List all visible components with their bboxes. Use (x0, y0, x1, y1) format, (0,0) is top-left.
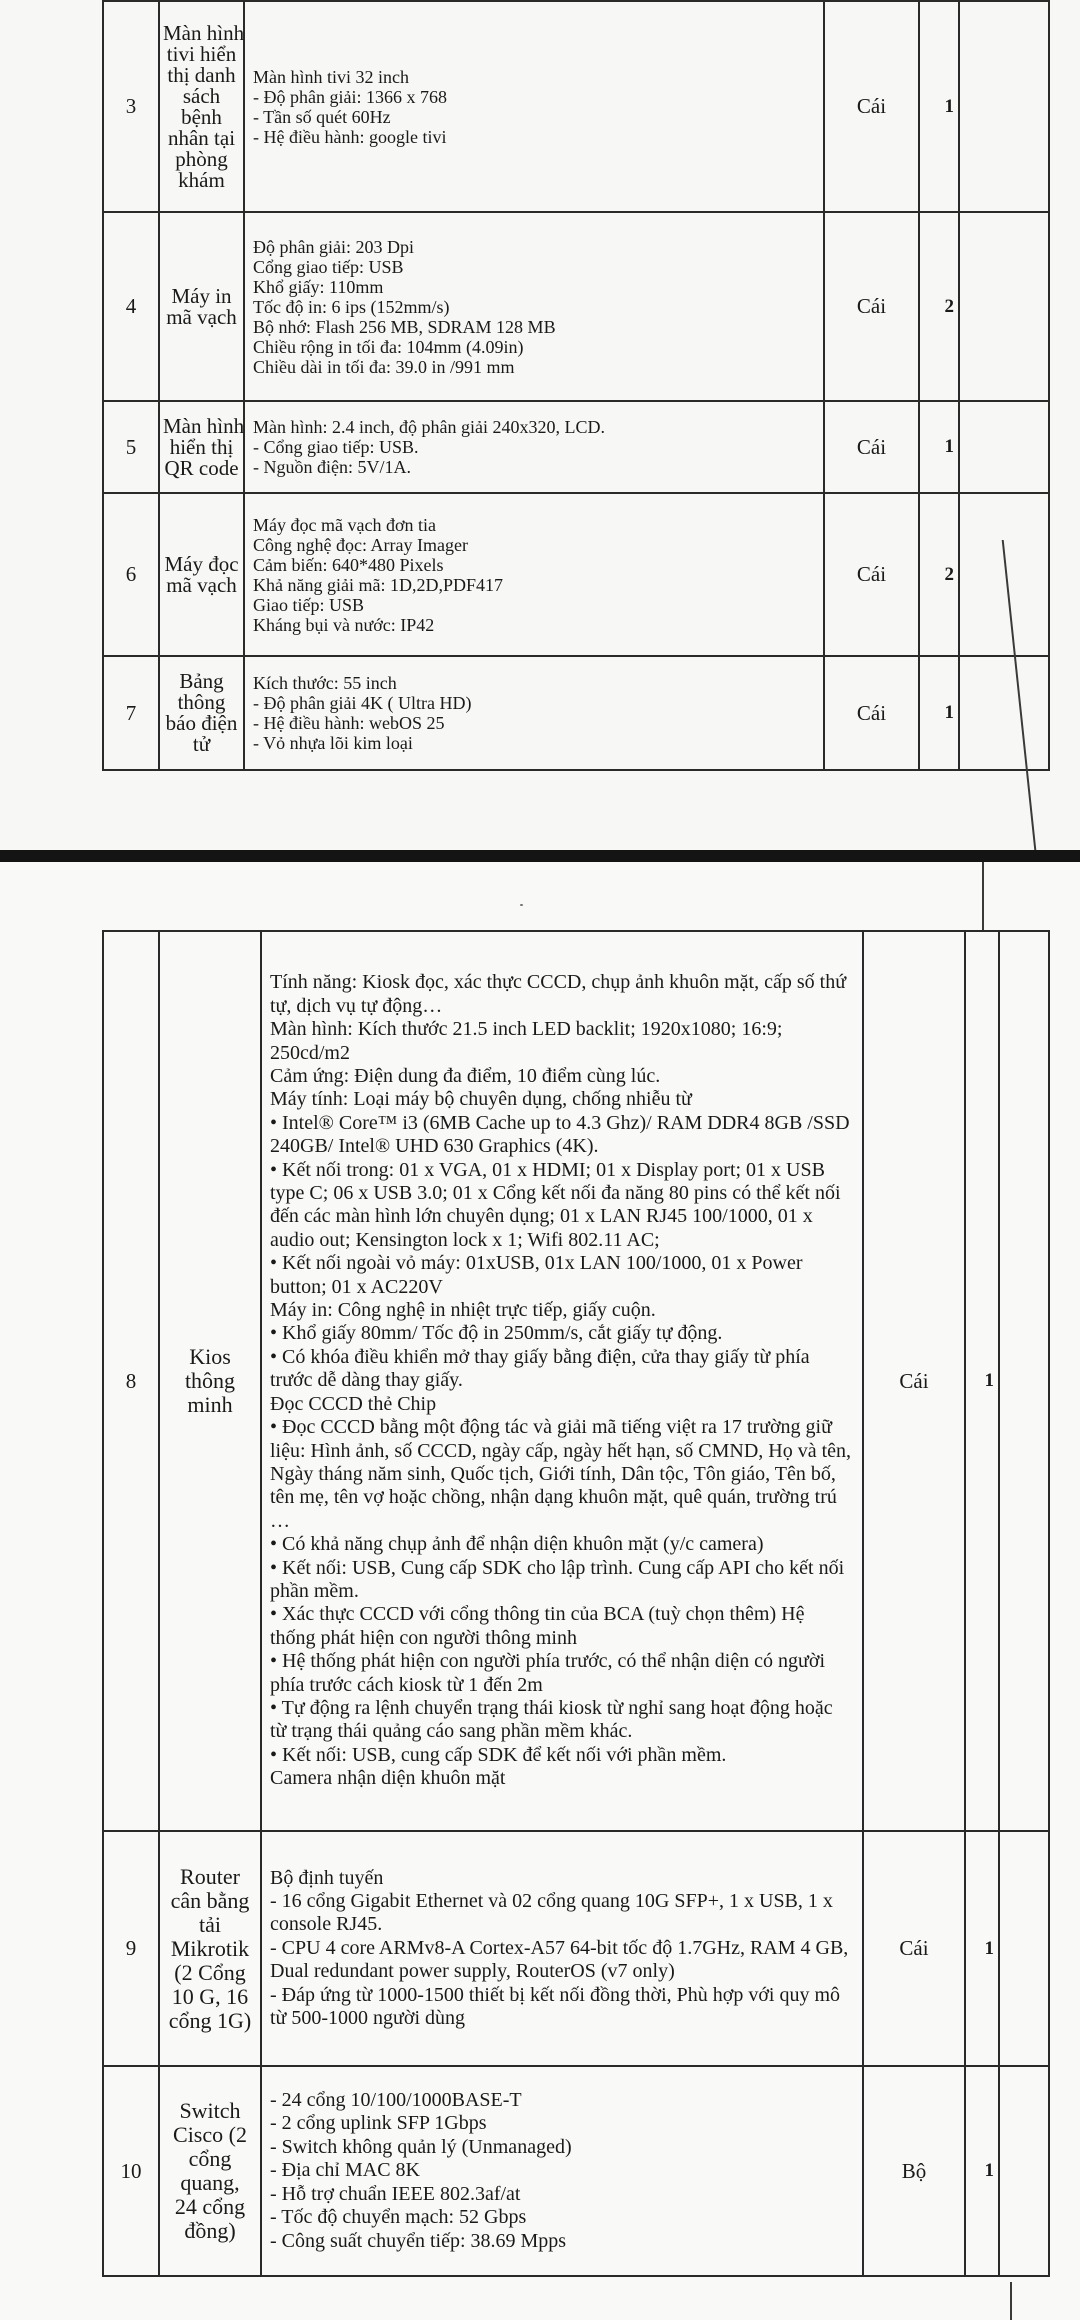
item-quantity: 2 (919, 493, 959, 656)
empty-cell (999, 2066, 1049, 2276)
item-specification: Màn hình tivi 32 inch - Độ phân giải: 1366 x 768 - Tần số quét 60Hz - Hệ điều hành: google tivi (244, 1, 824, 212)
empty-cell (959, 1, 1049, 212)
table-row (103, 1831, 1049, 2066)
scanned-page-2 (0, 862, 1080, 2320)
table-body (103, 931, 1049, 2276)
item-unit: Cái (863, 1831, 965, 2066)
item-specification: Tính năng: Kiosk đọc, xác thực CCCD, chụp ảnh khuôn mặt, cấp số thứ tự, dịch vụ tự động… Màn hình: Kích thước 21.5 inch LED backlit; 1920x1080; 16:9; 250cd/m2 Cảm ứng: Điện dung đa điểm, 10 điểm cùng lúc. Máy tính: Loại máy bộ chuyên dụng, chống nhiễu từ • Intel® Core™ i3 (6MB Cache up to 4.3 Ghz)/ RAM DDR4 8GB /SSD 240GB/ Intel® UHD 630 Graphics (4K). • Kết nối trong: 01 x VGA, 01 x HDMI; 01 x Display port; 01 x USB type C; 06 x USB 3.0; 01 x Cổng kết nối đa năng 80 pins có thể kết nối đến các màn hình lớn chuyên dụng; 01 x LAN RJ45 100/1000, 01 x audio out; Kensington lock x 1; Wifi 802.11 AC; • Kết nối ngoài vỏ máy: 01xUSB, 01x LAN 100/1000, 01 x Power button; 01 x AC220V Máy in: Công nghệ in nhiệt trực tiếp, giấy cuộn. • Khổ giấy 80mm/ Tốc độ in 250mm/s, cắt giấy tự động. • Có khóa điều khiển mở thay giấy bằng điện, cửa thay giấy từ phía trước dễ dàng thay giấy. Đọc CCCD thẻ Chip • Đọc CCCD bằng một động tác và giải mã tiếng việt ra 17 trường giữ liệu: Hình ảnh, số CCCD, ngày cấp, ngày hết hạn, số CMND, Họ và tên, Ngày tháng năm sinh, Quốc tịch, Giới tính, Dân tộc, Tôn giáo, Tên bố, tên mẹ, tên vợ hoặc chồng, nhận dạng khuôn mặt, quê quán, trường trú … • Có khả năng chụp ảnh để nhận diện khuôn mặt (y/c camera) • Kết nối: USB, Cung cấp SDK cho lập trình. Cung cấp API cho kết nối phần mềm. • Xác thực CCCD với cổng thông tin của BCA (tuỳ chọn thêm) Hệ thống phát hiện con người thông minh • Hệ thống phát hiện con người phía trước, có thể nhận diện có người phía trước cách kiosk từ 1 đến 2m • Tự động ra lệnh chuyển trạng thái kiosk từ nghỉ sang hoạt động hoặc từ trạng thái quảng cáo sang phần mềm khác. • Kết nối: USB, cung cấp SDK để kết nối với phần mềm. Camera nhận diện khuôn mặt (261, 931, 863, 1831)
item-specification: Kích thước: 55 inch - Độ phân giải 4K ( Ultra HD) - Hệ điều hành: webOS 25 - Vỏ nhựa lõi kim loại (244, 656, 824, 770)
row-number: 7 (103, 656, 159, 770)
item-unit: Cái (824, 401, 919, 493)
item-name: Kios thông minh (159, 931, 261, 1831)
item-name: Máy in mã vạch (159, 212, 244, 401)
table-row (103, 401, 1049, 493)
page-binding-line (1010, 2282, 1012, 2320)
item-unit: Cái (863, 931, 965, 1831)
empty-cell (959, 493, 1049, 656)
table-body (103, 0, 1049, 770)
item-specification: Máy đọc mã vạch đơn tia Công nghệ đọc: Array Imager Cảm biến: 640*480 Pixels Khả năng giải mã: 1D,2D,PDF417 Giao tiếp: USB Kháng bụi và nước: IP42 (244, 493, 824, 656)
row-number: 4 (103, 212, 159, 401)
item-name: Màn hình hiển thị QR code (159, 401, 244, 493)
empty-cell (999, 1831, 1049, 2066)
item-quantity: 2 (919, 212, 959, 401)
empty-cell (999, 931, 1049, 1831)
empty-cell (959, 212, 1049, 401)
item-name: Máy đọc mã vạch (159, 493, 244, 656)
item-quantity: 1 (919, 1, 959, 212)
item-name: Màn hình tivi hiển thị danh sách bệnh nhân tại phòng khám (159, 1, 244, 212)
item-unit: Cái (824, 1, 919, 212)
item-specification: Màn hình: 2.4 inch, độ phân giải 240x320, LCD. - Cổng giao tiếp: USB. - Nguồn điện: 5V/1A. (244, 401, 824, 493)
item-quantity: 1 (919, 401, 959, 493)
table-row (103, 212, 1049, 401)
row-number: 6 (103, 493, 159, 656)
item-name: Router cân bằng tải Mikrotik (2 Cổng 10 G, 16 cổng 1G) (159, 1831, 261, 2066)
empty-cell (959, 656, 1049, 770)
empty-cell (959, 401, 1049, 493)
item-specification: Bộ định tuyến - 16 cổng Gigabit Ethernet và 02 cổng quang 10G SFP+, 1 x USB, 1 x console RJ45. - CPU 4 core ARMv8-A Cortex-A57 64-bit tốc độ 1.7GHz, RAM 4 GB, Dual redundant power supply, RouterOS (v7 only) - Đáp ứng từ 1000-1500 thiết bị kết nối đồng thời, Phù hợp với quy mô từ 500-1000 người dùng (261, 1831, 863, 2066)
item-name: Bảng thông báo điện tử (159, 656, 244, 770)
scanned-page-1 (0, 0, 1080, 850)
item-name: Switch Cisco (2 cổng quang, 24 cổng đồng) (159, 2066, 261, 2276)
item-unit: Cái (824, 493, 919, 656)
table-row (103, 493, 1049, 656)
row-number: 9 (103, 1831, 159, 2066)
item-specification: - 24 cổng 10/100/1000BASE-T - 2 cổng uplink SFP 1Gbps - Switch không quản lý (Unmanaged) - Địa chỉ MAC 8K - Hỗ trợ chuẩn IEEE 802.3af/at - Tốc độ chuyển mạch: 52 Gbps - Công suất chuyển tiếp: 38.69 Mpps (261, 2066, 863, 2276)
table-row (103, 931, 1049, 1831)
row-number: 3 (103, 1, 159, 212)
row-number: 10 (103, 2066, 159, 2276)
item-quantity: 1 (965, 931, 999, 1831)
row-number: 8 (103, 931, 159, 1831)
item-quantity: 1 (919, 656, 959, 770)
equipment-table-page-2 (102, 930, 1050, 2277)
item-unit: Cái (824, 656, 919, 770)
row-number: 5 (103, 401, 159, 493)
page-binding-line (982, 862, 984, 932)
table-row (103, 1, 1049, 212)
equipment-table-page-1 (102, 0, 1050, 771)
item-unit: Cái (824, 212, 919, 401)
scan-speck (520, 904, 523, 906)
table-row (103, 2066, 1049, 2276)
item-unit: Bộ (863, 2066, 965, 2276)
page-divider (0, 850, 1080, 862)
item-quantity: 1 (965, 1831, 999, 2066)
item-specification: Độ phân giải: 203 Dpi Cổng giao tiếp: USB Khổ giấy: 110mm Tốc độ in: 6 ips (152mm/s) Bộ nhớ: Flash 256 MB, SDRAM 128 MB Chiều rộng in tối đa: 104mm (4.09in) Chiều dài in tối đa: 39.0 in /991 mm (244, 212, 824, 401)
table-row (103, 656, 1049, 770)
item-quantity: 1 (965, 2066, 999, 2276)
